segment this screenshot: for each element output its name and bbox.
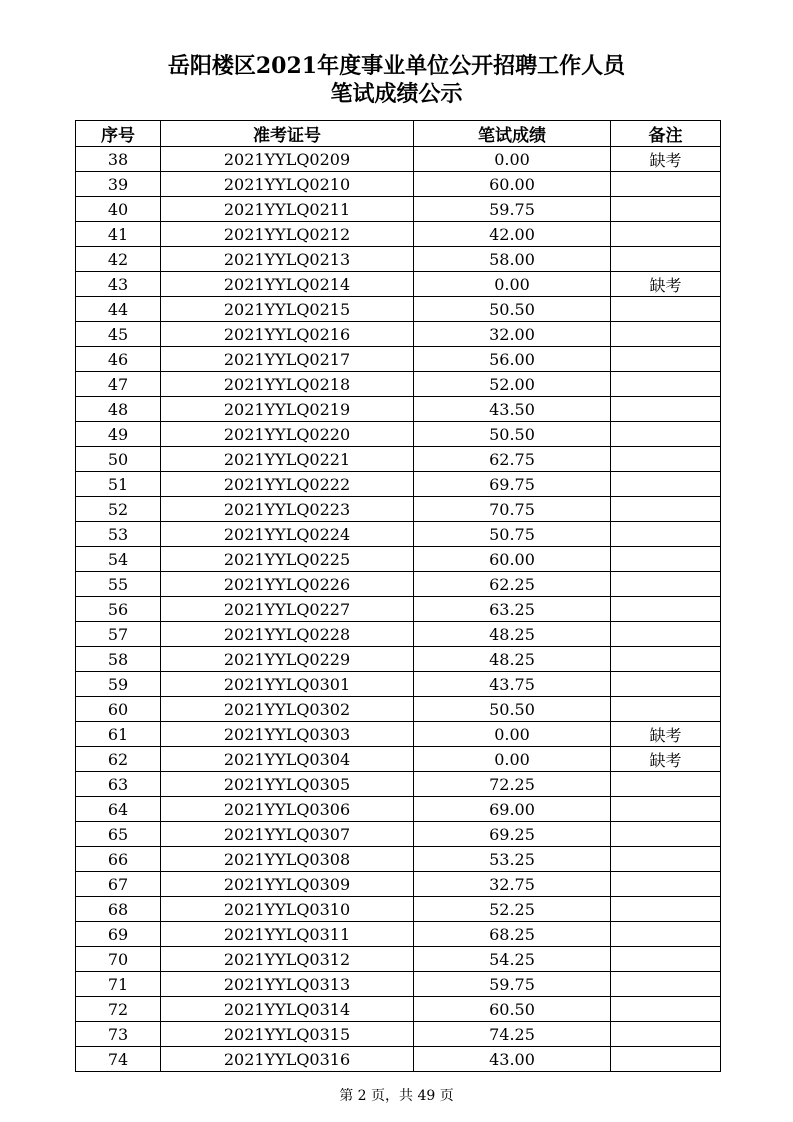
cell-score: 59.75 bbox=[414, 197, 611, 222]
table-row bbox=[76, 547, 721, 572]
table-row bbox=[76, 647, 721, 672]
cell-index: 56 bbox=[76, 597, 161, 622]
cell-score: 53.25 bbox=[414, 847, 611, 872]
cell-index: 62 bbox=[76, 747, 161, 772]
cell-score: 48.25 bbox=[414, 647, 611, 672]
scores-table bbox=[75, 120, 721, 1072]
cell-remark bbox=[611, 997, 721, 1022]
table-row bbox=[76, 597, 721, 622]
cell-exam-number: 2021YYLQ0307 bbox=[161, 822, 414, 847]
cell-index: 73 bbox=[76, 1022, 161, 1047]
table-row bbox=[76, 172, 721, 197]
table-row bbox=[76, 897, 721, 922]
table-row bbox=[76, 322, 721, 347]
page-subtitle: 笔试成绩公示 bbox=[330, 81, 463, 107]
cell-remark bbox=[611, 547, 721, 572]
page-title: 岳阳楼区2021年度事业单位公开招聘工作人员 bbox=[167, 53, 626, 79]
cell-remark bbox=[611, 572, 721, 597]
table-row bbox=[76, 672, 721, 697]
cell-index: 60 bbox=[76, 697, 161, 722]
cell-exam-number: 2021YYLQ0220 bbox=[161, 422, 414, 447]
cell-score: 70.75 bbox=[414, 497, 611, 522]
cell-score: 43.00 bbox=[414, 1047, 611, 1072]
cell-score: 72.25 bbox=[414, 772, 611, 797]
table-row bbox=[76, 947, 721, 972]
table-row bbox=[76, 447, 721, 472]
cell-exam-number: 2021YYLQ0314 bbox=[161, 997, 414, 1022]
cell-exam-number: 2021YYLQ0310 bbox=[161, 897, 414, 922]
cell-index: 44 bbox=[76, 297, 161, 322]
cell-exam-number: 2021YYLQ0303 bbox=[161, 722, 414, 747]
cell-score: 56.00 bbox=[414, 347, 611, 372]
cell-exam-number: 2021YYLQ0227 bbox=[161, 597, 414, 622]
cell-exam-number: 2021YYLQ0313 bbox=[161, 972, 414, 997]
cell-index: 41 bbox=[76, 222, 161, 247]
cell-score: 0.00 bbox=[414, 747, 611, 772]
table-row bbox=[76, 622, 721, 647]
cell-score: 63.25 bbox=[414, 597, 611, 622]
table-row bbox=[76, 797, 721, 822]
cell-exam-number: 2021YYLQ0305 bbox=[161, 772, 414, 797]
cell-score: 58.00 bbox=[414, 247, 611, 272]
table-row bbox=[76, 222, 721, 247]
cell-score: 50.50 bbox=[414, 697, 611, 722]
cell-exam-number: 2021YYLQ0218 bbox=[161, 372, 414, 397]
table-row bbox=[76, 272, 721, 297]
cell-index: 61 bbox=[76, 722, 161, 747]
header-exam-number: 准考证号 bbox=[161, 121, 414, 147]
cell-exam-number: 2021YYLQ0316 bbox=[161, 1047, 414, 1072]
cell-remark bbox=[611, 522, 721, 547]
cell-index: 66 bbox=[76, 847, 161, 872]
table-row bbox=[76, 822, 721, 847]
cell-index: 67 bbox=[76, 872, 161, 897]
header-index: 序号 bbox=[76, 121, 161, 147]
cell-exam-number: 2021YYLQ0309 bbox=[161, 872, 414, 897]
cell-remark bbox=[611, 947, 721, 972]
table-row bbox=[76, 147, 721, 172]
cell-remark: 缺考 bbox=[611, 747, 721, 772]
cell-remark bbox=[611, 397, 721, 422]
table-body bbox=[76, 147, 721, 1072]
cell-index: 47 bbox=[76, 372, 161, 397]
table-row bbox=[76, 347, 721, 372]
cell-score: 69.25 bbox=[414, 822, 611, 847]
cell-exam-number: 2021YYLQ0301 bbox=[161, 672, 414, 697]
table-row bbox=[76, 1022, 721, 1047]
table-row bbox=[76, 722, 721, 747]
cell-score: 52.25 bbox=[414, 897, 611, 922]
cell-exam-number: 2021YYLQ0222 bbox=[161, 472, 414, 497]
cell-exam-number: 2021YYLQ0224 bbox=[161, 522, 414, 547]
cell-exam-number: 2021YYLQ0221 bbox=[161, 447, 414, 472]
cell-exam-number: 2021YYLQ0302 bbox=[161, 697, 414, 722]
cell-score: 50.50 bbox=[414, 422, 611, 447]
table-row bbox=[76, 847, 721, 872]
cell-exam-number: 2021YYLQ0225 bbox=[161, 547, 414, 572]
cell-remark bbox=[611, 197, 721, 222]
cell-exam-number: 2021YYLQ0311 bbox=[161, 922, 414, 947]
cell-exam-number: 2021YYLQ0210 bbox=[161, 172, 414, 197]
cell-remark bbox=[611, 872, 721, 897]
cell-score: 32.00 bbox=[414, 322, 611, 347]
cell-index: 69 bbox=[76, 922, 161, 947]
cell-score: 50.75 bbox=[414, 522, 611, 547]
cell-index: 72 bbox=[76, 997, 161, 1022]
table-row bbox=[76, 372, 721, 397]
cell-remark bbox=[611, 972, 721, 997]
cell-index: 43 bbox=[76, 272, 161, 297]
cell-index: 64 bbox=[76, 797, 161, 822]
cell-remark: 缺考 bbox=[611, 722, 721, 747]
cell-score: 60.00 bbox=[414, 547, 611, 572]
cell-index: 68 bbox=[76, 897, 161, 922]
cell-score: 60.50 bbox=[414, 997, 611, 1022]
cell-index: 55 bbox=[76, 572, 161, 597]
table-row bbox=[76, 872, 721, 897]
cell-index: 57 bbox=[76, 622, 161, 647]
header-score: 笔试成绩 bbox=[414, 121, 611, 147]
table-row bbox=[76, 1047, 721, 1072]
cell-exam-number: 2021YYLQ0228 bbox=[161, 622, 414, 647]
cell-index: 58 bbox=[76, 647, 161, 672]
table-row bbox=[76, 922, 721, 947]
cell-score: 43.75 bbox=[414, 672, 611, 697]
cell-index: 54 bbox=[76, 547, 161, 572]
cell-score: 59.75 bbox=[414, 972, 611, 997]
header-remark: 备注 bbox=[611, 121, 721, 147]
cell-exam-number: 2021YYLQ0211 bbox=[161, 197, 414, 222]
table-row bbox=[76, 497, 721, 522]
cell-index: 49 bbox=[76, 422, 161, 447]
cell-index: 45 bbox=[76, 322, 161, 347]
cell-index: 51 bbox=[76, 472, 161, 497]
cell-exam-number: 2021YYLQ0212 bbox=[161, 222, 414, 247]
cell-score: 69.75 bbox=[414, 472, 611, 497]
cell-remark bbox=[611, 247, 721, 272]
table-row bbox=[76, 247, 721, 272]
cell-index: 65 bbox=[76, 822, 161, 847]
cell-remark bbox=[611, 222, 721, 247]
table-row bbox=[76, 522, 721, 547]
cell-remark bbox=[611, 347, 721, 372]
cell-score: 60.00 bbox=[414, 172, 611, 197]
table-row bbox=[76, 422, 721, 447]
cell-score: 62.25 bbox=[414, 572, 611, 597]
cell-remark bbox=[611, 172, 721, 197]
cell-index: 53 bbox=[76, 522, 161, 547]
cell-index: 42 bbox=[76, 247, 161, 272]
cell-exam-number: 2021YYLQ0219 bbox=[161, 397, 414, 422]
cell-score: 48.25 bbox=[414, 622, 611, 647]
cell-score: 0.00 bbox=[414, 272, 611, 297]
cell-score: 62.75 bbox=[414, 447, 611, 472]
cell-exam-number: 2021YYLQ0306 bbox=[161, 797, 414, 822]
cell-index: 52 bbox=[76, 497, 161, 522]
cell-index: 46 bbox=[76, 347, 161, 372]
page-footer: 第 2 页，共 49 页 bbox=[339, 1088, 454, 1104]
table-row bbox=[76, 572, 721, 597]
cell-exam-number: 2021YYLQ0229 bbox=[161, 647, 414, 672]
cell-exam-number: 2021YYLQ0315 bbox=[161, 1022, 414, 1047]
cell-remark bbox=[611, 797, 721, 822]
table-row bbox=[76, 197, 721, 222]
cell-score: 0.00 bbox=[414, 147, 611, 172]
cell-score: 69.00 bbox=[414, 797, 611, 822]
cell-index: 71 bbox=[76, 972, 161, 997]
cell-remark: 缺考 bbox=[611, 147, 721, 172]
table-header-row bbox=[76, 121, 721, 147]
cell-index: 48 bbox=[76, 397, 161, 422]
cell-exam-number: 2021YYLQ0308 bbox=[161, 847, 414, 872]
cell-remark bbox=[611, 1047, 721, 1072]
cell-score: 0.00 bbox=[414, 722, 611, 747]
cell-remark: 缺考 bbox=[611, 272, 721, 297]
cell-score: 52.00 bbox=[414, 372, 611, 397]
cell-score: 32.75 bbox=[414, 872, 611, 897]
cell-index: 63 bbox=[76, 772, 161, 797]
cell-index: 50 bbox=[76, 447, 161, 472]
cell-remark bbox=[611, 1022, 721, 1047]
cell-score: 54.25 bbox=[414, 947, 611, 972]
cell-score: 42.00 bbox=[414, 222, 611, 247]
cell-score: 74.25 bbox=[414, 1022, 611, 1047]
cell-score: 50.50 bbox=[414, 297, 611, 322]
cell-exam-number: 2021YYLQ0209 bbox=[161, 147, 414, 172]
cell-remark bbox=[611, 297, 721, 322]
cell-remark bbox=[611, 472, 721, 497]
cell-remark bbox=[611, 647, 721, 672]
cell-exam-number: 2021YYLQ0217 bbox=[161, 347, 414, 372]
cell-index: 74 bbox=[76, 1047, 161, 1072]
cell-index: 59 bbox=[76, 672, 161, 697]
cell-remark bbox=[611, 597, 721, 622]
cell-score: 68.25 bbox=[414, 922, 611, 947]
cell-remark bbox=[611, 922, 721, 947]
table-row bbox=[76, 397, 721, 422]
cell-remark bbox=[611, 447, 721, 472]
table-row bbox=[76, 697, 721, 722]
cell-index: 40 bbox=[76, 197, 161, 222]
cell-remark bbox=[611, 822, 721, 847]
cell-index: 39 bbox=[76, 172, 161, 197]
cell-remark bbox=[611, 772, 721, 797]
cell-remark bbox=[611, 672, 721, 697]
cell-remark bbox=[611, 697, 721, 722]
cell-remark bbox=[611, 497, 721, 522]
cell-score: 43.50 bbox=[414, 397, 611, 422]
table-row bbox=[76, 297, 721, 322]
cell-remark bbox=[611, 322, 721, 347]
cell-exam-number: 2021YYLQ0304 bbox=[161, 747, 414, 772]
table-row bbox=[76, 472, 721, 497]
cell-remark bbox=[611, 622, 721, 647]
cell-index: 38 bbox=[76, 147, 161, 172]
cell-exam-number: 2021YYLQ0226 bbox=[161, 572, 414, 597]
cell-exam-number: 2021YYLQ0215 bbox=[161, 297, 414, 322]
cell-remark bbox=[611, 422, 721, 447]
cell-remark bbox=[611, 897, 721, 922]
cell-exam-number: 2021YYLQ0214 bbox=[161, 272, 414, 297]
cell-index: 70 bbox=[76, 947, 161, 972]
cell-exam-number: 2021YYLQ0312 bbox=[161, 947, 414, 972]
cell-remark bbox=[611, 372, 721, 397]
cell-exam-number: 2021YYLQ0216 bbox=[161, 322, 414, 347]
table-row bbox=[76, 772, 721, 797]
table-row bbox=[76, 997, 721, 1022]
table-row bbox=[76, 972, 721, 997]
cell-exam-number: 2021YYLQ0223 bbox=[161, 497, 414, 522]
table-row bbox=[76, 747, 721, 772]
cell-remark bbox=[611, 847, 721, 872]
cell-exam-number: 2021YYLQ0213 bbox=[161, 247, 414, 272]
